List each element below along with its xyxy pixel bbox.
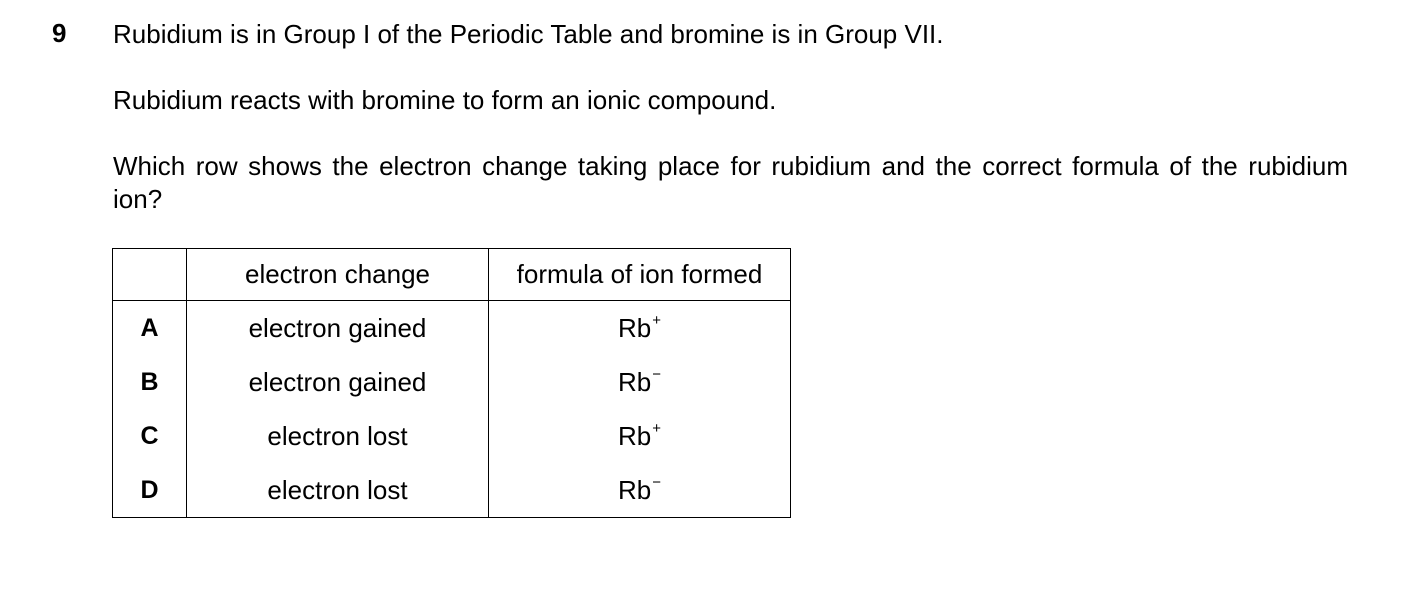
option-row-b[interactable] [113,355,791,409]
option-formula [489,355,791,409]
ion-symbol: Rb [617,366,652,397]
question-intro: Rubidium is in Group I of the Periodic Table and bromine is in Group VII. [113,19,944,49]
option-letter: A [113,301,187,356]
option-row-d[interactable] [113,463,791,518]
question-reaction: Rubidium reacts with bromine to form an ionic compound. [113,85,777,115]
option-letter: C [113,409,187,463]
option-row-c[interactable] [113,409,791,463]
ion-charge: − [652,365,661,383]
question-prompt: Which row shows the electron change taking place for rubidium and the correct formula of the rubidium ion? [113,151,1348,214]
options-table [112,248,791,518]
ion-symbol: Rb [617,420,652,451]
ion-symbol: Rb [617,312,652,343]
option-electron-change: electron gained [187,301,489,356]
option-electron-change: electron lost [187,463,489,518]
ion-charge: + [652,311,661,329]
option-formula [489,301,791,356]
option-electron-change: electron lost [187,409,489,463]
ion-charge: + [652,419,661,437]
header-electron-change: electron change [187,249,489,301]
table-header-row [113,249,791,301]
option-letter: B [113,355,187,409]
header-letter [113,249,187,301]
option-electron-change: electron gained [187,355,489,409]
ion-charge: − [652,473,661,491]
option-formula [489,409,791,463]
option-letter: D [113,463,187,518]
header-formula: formula of ion formed [489,249,791,301]
option-formula [489,463,791,518]
question-number: 9 [52,18,67,48]
ion-symbol: Rb [617,474,652,505]
option-row-a[interactable] [113,301,791,356]
